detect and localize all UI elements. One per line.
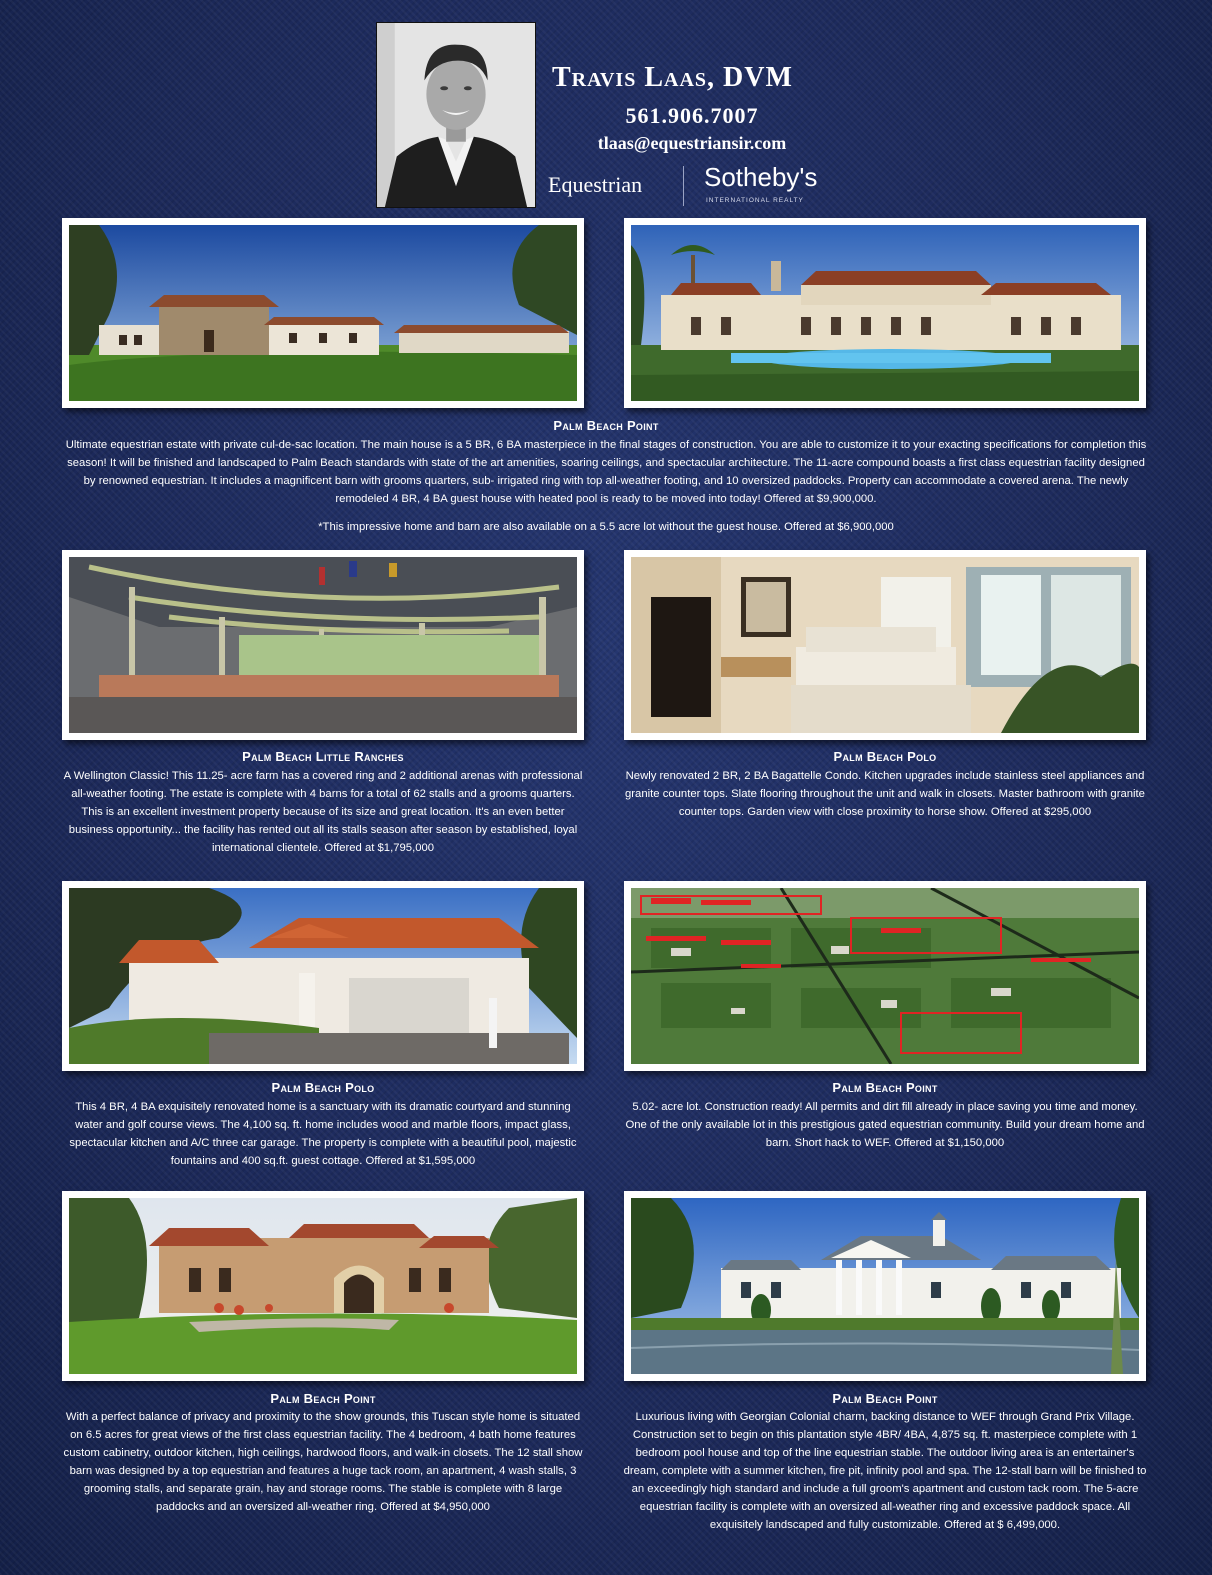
photo-covered-arena	[62, 550, 584, 740]
brand-sothebys-subtitle: INTERNATIONAL REALTY	[706, 197, 804, 204]
photo-polo-home	[62, 881, 584, 1071]
listing-description: Luxurious living with Georgian Colonial charm, backing distance to WEF through Grand Prix Village. Construction set to begin on this plantation style 4BR/ 4BA, 4,875 sq. ft. masterpiece complete with 1 bedroom pool house and top of the line equestrian stable. The outdoor living area is an entertainer's dream, complete with a summer kitchen, fire pit, infinity pool and spa. The 12-stall barn will be finished to an exceedingly high standard and include a full groom's apartment and custom tack room. The 5-acre equestrian facility is complete with an oversized all-weather ring and excessive paddock space. All exquisitely landscaped and fully customizable. Offered at $ 6,499,000.	[623, 1411, 1147, 1531]
agent-email[interactable]: tlaas@equestriansir.com	[597, 133, 787, 153]
listing-title: Palm Beach Point	[832, 1391, 938, 1406]
photo-estate-pool	[624, 218, 1146, 408]
listing-description: A Wellington Classic! This 11.25- acre farm has a covered ring and 2 additional arenas with professional all-weather footing. The estate is complete with 4 barns for a total of 62 stalls and a grooms quarters. This is an excellent investment property because of its size and great location. It's an even better business opportunity... the facility has rented out all its stalls season after season by established, loyal international clientele. Offered at $1,795,000	[63, 770, 583, 854]
photo-condo-living-room	[624, 550, 1146, 740]
photo-aerial-lot-map	[624, 881, 1146, 1071]
listing-description: 5.02- acre lot. Construction ready! All permits and dirt fill already in place saving you time and money. One of the only available lot in this prestigious gated equestrian community. Build your dream home and barn. Short hack to WEF. Offered at $1,150,000	[625, 1101, 1145, 1149]
photo-georgian-colonial	[624, 1191, 1146, 1381]
listing-description: With a perfect balance of privacy and proximity to the show grounds, this Tuscan style home is situated on 6.5 acres for great views of the first class equestrian facility. The 4 bedroom, 4 bath home features custom cabinetry, outdoor kitchen, high ceilings, hardwood floors, and walk-in closets. The 12 stall show barn was designed by a top equestrian and features a huge tack room, an apartment, 4 wash stalls, 3 grooming stalls, and separate grain, hay and storage rooms. The stable is complete with 8 large paddocks and an oversized all-weather ring. Offered at $4,950,000	[63, 1411, 583, 1513]
listing-title: Palm Beach Polo	[833, 749, 937, 764]
listing-title: Palm Beach Point	[832, 1080, 938, 1095]
listing-description: Newly renovated 2 BR, 2 BA Bagattelle Condo. Kitchen upgrades include stainless steel appliances and granite counter tops. Slate flooring throughout the unit and walk in closets. Master bathroom with granite counter tops. Garden view with close proximity to horse show. Offered at $295,000	[625, 770, 1145, 818]
listing-note: *This impressive home and barn are also available on a 5.5 acre lot without the guest house. Offered at $6,900,000	[318, 521, 894, 533]
photo-tuscan-home	[62, 1191, 584, 1381]
photo-estate-exterior	[62, 218, 584, 408]
brand-divider	[683, 166, 684, 206]
agent-name: Travis Laas, DVM	[552, 62, 793, 93]
listing-description: This 4 BR, 4 BA exquisitely renovated home is a sanctuary with its dramatic courtyard and stunning water and golf course views. The 4,100 sq. ft. home includes wood and marble floors, impact glass, spectacular kitchen and A/C three car garage. The property is complete with a beautiful pool, majestic fountains and 400 sq.ft. guest cottage. Offered at $1,595,000	[69, 1101, 577, 1167]
brand-equestrian: Equestrian	[548, 172, 643, 197]
listing-title: Palm Beach Point	[270, 1391, 376, 1406]
listing-title: Palm Beach Polo	[271, 1080, 375, 1095]
listing-title: Palm Beach Point	[553, 418, 659, 433]
listing-description: Ultimate equestrian estate with private cul-de-sac location. The main house is a 5 BR, 6 BA masterpiece in the final stages of construction. You are able to customize it to your exacting specifications for completion this season! It will be finished and landscaped to Palm Beach standards with state of the art amenities, soaring ceilings, and spectacular architecture. The 11-acre compound boasts a first class equestrian facility designed by renowned equestrian. It includes a magnificent barn with grooms quarters, sub- irrigated ring with top all-weather footing, and 10 oversized paddocks. Property can accommodate a covered arena. The newly remodeled 4 BR, 4 BA guest house with heated pool is ready to be moved into today! Offered at $9,900,000.	[65, 439, 1147, 505]
agent-headshot	[376, 22, 536, 208]
agent-phone[interactable]: 561.906.7007	[625, 103, 759, 128]
brand-sothebys-logo: Sotheby's	[704, 162, 818, 192]
listing-title: Palm Beach Little Ranches	[242, 749, 404, 764]
